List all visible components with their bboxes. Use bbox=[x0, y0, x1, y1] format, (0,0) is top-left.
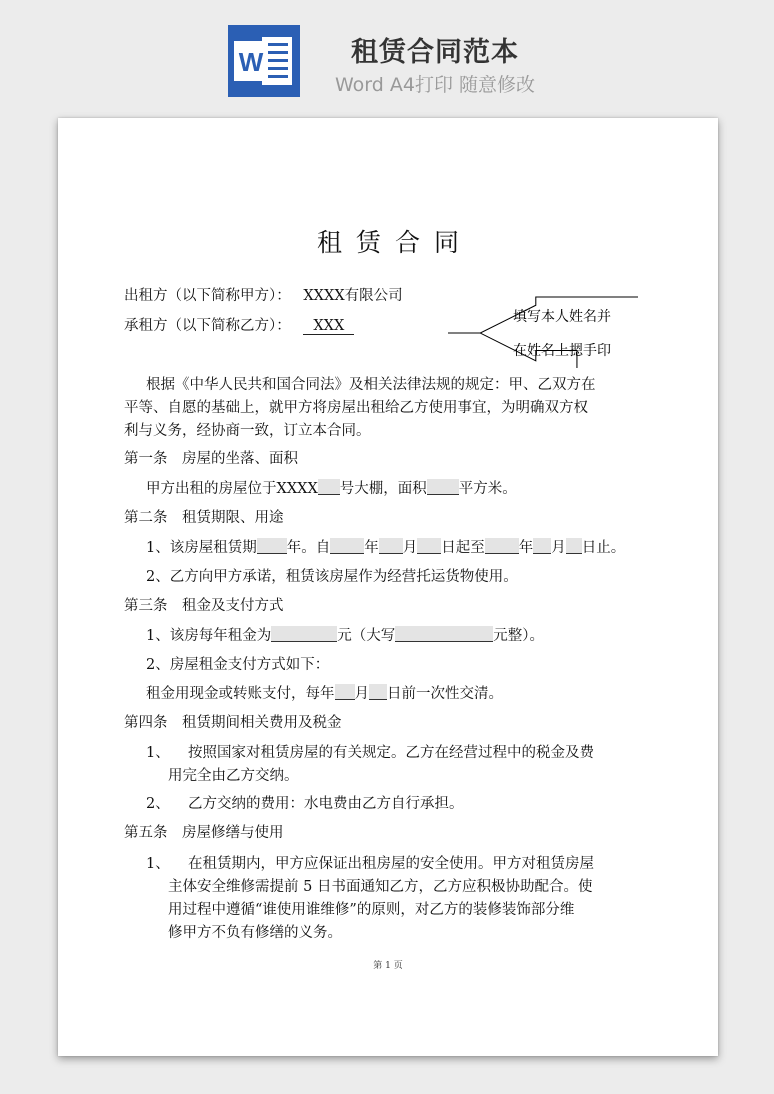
word-icon bbox=[228, 25, 300, 97]
article-heading: 第三条 租金及支付方式 bbox=[124, 598, 284, 614]
article-paragraph: 2、房屋租金支付方式如下： bbox=[146, 657, 330, 673]
list-number: 1、 bbox=[146, 745, 170, 761]
blank-field[interactable] bbox=[395, 626, 493, 642]
blank-field[interactable] bbox=[417, 538, 441, 554]
article-heading: 第五条 房屋修缮与使用 bbox=[124, 825, 284, 841]
article-paragraph: 甲方出租的房屋位于XXXX 号大棚，面积 平方米。 bbox=[146, 481, 517, 497]
article-paragraph: 1、该房每年租金为 元（大写 元整）。 bbox=[146, 628, 544, 644]
article-heading: 第一条 房屋的坐落、面积 bbox=[124, 451, 298, 467]
blank-field[interactable] bbox=[335, 684, 355, 700]
svg-text:W: W bbox=[238, 47, 264, 77]
blank-field[interactable] bbox=[379, 538, 403, 554]
callout-line2: 在姓名上摁手印 bbox=[513, 343, 611, 359]
lessee-line bbox=[124, 316, 354, 336]
blank-field[interactable] bbox=[566, 538, 582, 554]
lessee-value[interactable]: XXX bbox=[303, 318, 354, 335]
lessee-label: 承租方（以下简称乙方）： bbox=[124, 318, 291, 334]
article-heading: 第四条 租赁期间相关费用及税金 bbox=[124, 715, 342, 731]
article-paragraph: 用完全由乙方交纳。 bbox=[168, 768, 299, 784]
blank-field[interactable] bbox=[485, 538, 519, 554]
list-number: 2、 bbox=[146, 796, 170, 812]
blank-field[interactable] bbox=[533, 538, 551, 554]
header-banner bbox=[0, 0, 774, 110]
article-paragraph: 主体安全维修需提前 5 日书面通知乙方，乙方应积极协助配合。使 bbox=[168, 879, 593, 895]
article-heading: 第二条 租赁期限、用途 bbox=[124, 510, 284, 526]
article-paragraph: 乙方交纳的费用：水电费由乙方自行承担。 bbox=[188, 796, 464, 812]
callout-line1: 填写本人姓名并 bbox=[513, 309, 611, 325]
article-paragraph: 按照国家对租赁房屋的有关规定。乙方在经营过程中的税金及费 bbox=[188, 745, 594, 761]
blank-field[interactable] bbox=[271, 626, 337, 642]
blank-field[interactable] bbox=[330, 538, 364, 554]
blank-field[interactable] bbox=[369, 684, 387, 700]
lessor-value: XXXX有限公司 bbox=[303, 288, 403, 304]
blank-field[interactable] bbox=[318, 479, 340, 495]
blank-field[interactable] bbox=[427, 479, 459, 495]
article-paragraph: 2、乙方向甲方承诺，租赁该房屋作为经营托运货物使用。 bbox=[146, 569, 518, 585]
banner-title: 租赁合同范本 bbox=[351, 37, 519, 68]
intro-line: 根据《中华人民共和国合同法》及相关法律法规的规定：甲、乙双方在 bbox=[146, 377, 596, 393]
blank-field[interactable] bbox=[257, 538, 287, 554]
article-paragraph: 租金用现金或转账支付，每年 月 日前一次性交清。 bbox=[146, 686, 503, 702]
document-page bbox=[58, 118, 718, 1056]
lessor-label: 出租方（以下简称甲方）： bbox=[124, 288, 291, 304]
lessor-line bbox=[124, 286, 403, 306]
article-paragraph: 在租赁期内，甲方应保证出租房屋的安全使用。甲方对租赁房屋 bbox=[188, 856, 594, 872]
article-paragraph: 用过程中遵循“谁使用谁维修”的原则，对乙方的装修装饰部分维 bbox=[168, 902, 575, 918]
article-paragraph: 1、该房屋租赁期 年。自 年 月 日起至 年 月 日止。 bbox=[146, 540, 626, 556]
intro-line: 利与义务，经协商一致，订立本合同。 bbox=[124, 423, 371, 439]
banner-subtitle: Word A4打印 随意修改 bbox=[334, 74, 535, 96]
page-number: 第 1 页 bbox=[373, 961, 403, 971]
list-number: 1、 bbox=[146, 856, 170, 872]
contract-title: 租赁合同 bbox=[316, 228, 473, 257]
article-paragraph: 修甲方不负有修缮的义务。 bbox=[168, 925, 342, 941]
intro-line: 平等、自愿的基础上，就甲方将房屋出租给乙方使用事宜，为明确双方权 bbox=[124, 400, 588, 416]
